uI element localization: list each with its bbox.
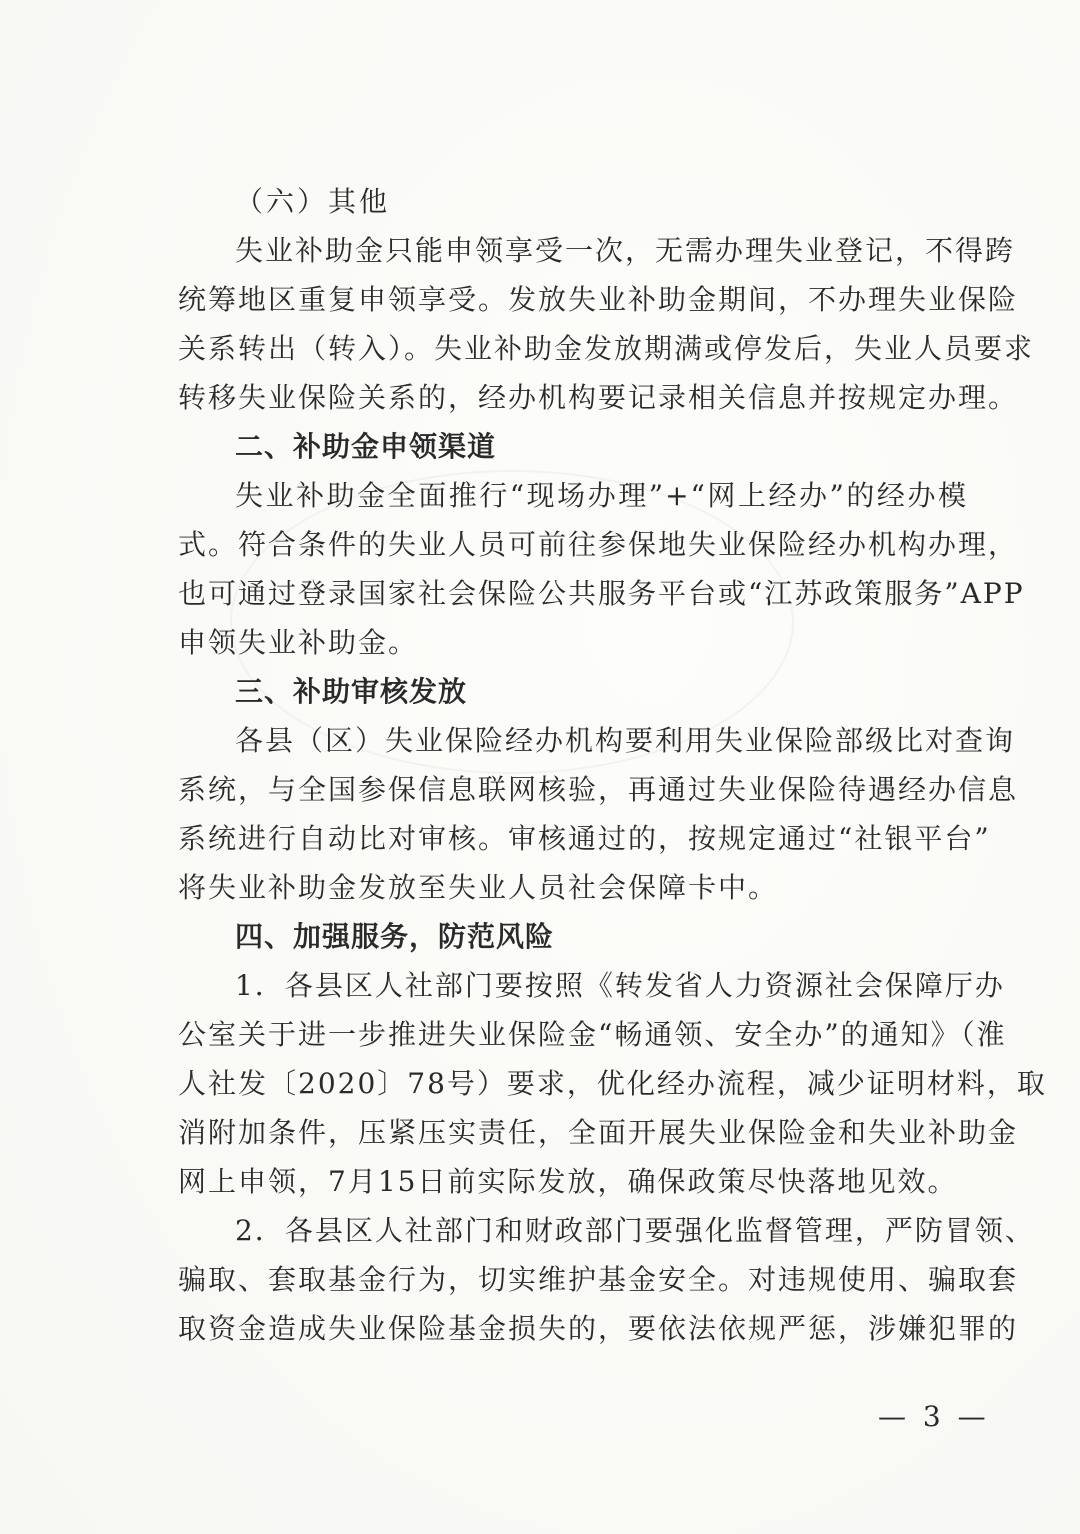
text-line: 消附加条件，压紧压实责任，全面开展失业保险金和失业补助金 — [178, 1116, 1019, 1149]
text-line: 人社发〔2020〕78号）要求，优化经办流程，减少证明材料，取 — [178, 1067, 1047, 1100]
text-line: 骗取、套取基金行为，切实维护基金安全。对违规使用、骗取套 — [178, 1263, 1019, 1296]
text-line: 失业补助金只能申领享受一次，无需办理失业登记，不得跨 — [235, 234, 1016, 267]
section-heading-service: 四、加强服务，防范风险 — [235, 920, 555, 953]
text-line: 2．各县区人社部门和财政部门要强化监督管理，严防冒领、 — [235, 1214, 1035, 1247]
text-line: 1．各县区人社部门要按照《转发省人力资源社会保障厅办 — [235, 969, 1005, 1002]
text-line: 转移失业保险关系的，经办机构要记录相关信息并按规定办理。 — [178, 381, 1019, 414]
subheading-other: （六）其他 — [235, 185, 391, 218]
text-line: 系统，与全国参保信息联网核验，再通过失业保险待遇经办信息 — [178, 773, 1019, 806]
text-line: 网上申领，7月15日前实际发放，确保政策尽快落地见效。 — [178, 1165, 958, 1198]
text-line: 取资金造成失业保险基金损失的，要依法依规严惩，涉嫌犯罪的 — [178, 1312, 1019, 1345]
text-line: 失业补助金全面推行“现场办理”+“网上经办”的经办模 — [235, 479, 968, 512]
text-line: 申领失业补助金。 — [178, 626, 419, 659]
page-number: — 3 — — [878, 1400, 990, 1433]
section-heading-review: 三、补助审核发放 — [235, 675, 468, 708]
text-line: 各县（区）失业保险经办机构要利用失业保险部级比对查询 — [235, 724, 1016, 757]
text-line: 公室关于进一步推进失业保险金“畅通领、安全办”的通知》（淮 — [178, 1018, 1007, 1051]
section-heading-channels: 二、补助金申领渠道 — [235, 430, 497, 463]
text-line: 统筹地区重复申领享受。发放失业补助金期间，不办理失业保险 — [178, 283, 1019, 316]
text-line: 将失业补助金发放至失业人员社会保障卡中。 — [178, 871, 779, 904]
text-line: 关系转出（转入）。失业补助金发放期满或停发后，失业人员要求 — [178, 332, 1035, 365]
text-line: 系统进行自动比对审核。审核通过的，按规定通过“社银平台” — [178, 822, 991, 855]
text-line: 式。符合条件的失业人员可前往参保地失业保险经办机构办理， — [178, 528, 1019, 561]
text-line: 也可通过登录国家社会保险公共服务平台或“江苏政策服务”APP — [178, 577, 1025, 610]
